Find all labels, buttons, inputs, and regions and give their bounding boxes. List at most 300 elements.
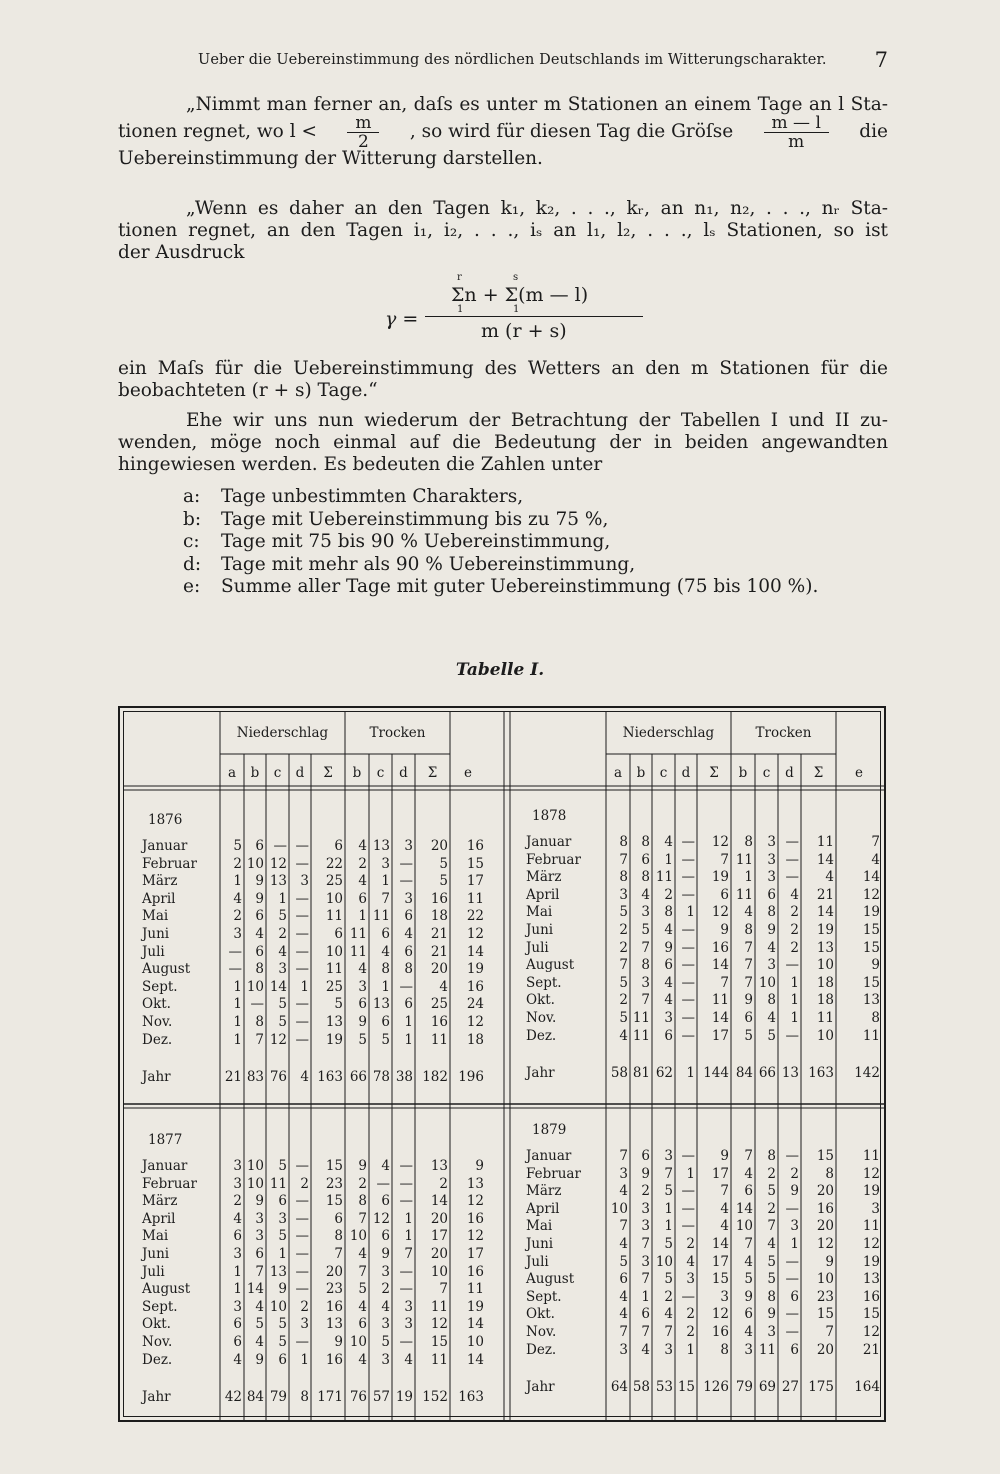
table-cell: 8 [255,1014,264,1030]
para4-line1: Ehe wir uns nun wiederum der Betrachtung der Tabellen I und II zu- [186,410,888,431]
table-cell: 9 [255,1193,264,1210]
table-cell: 11 [862,1218,880,1235]
table-cell: 13 [325,1014,343,1030]
table-cell: — [399,1193,413,1210]
table-cell: 4 [404,926,413,942]
table-cell: 5 [619,904,628,921]
table-cell: 20 [430,1246,448,1262]
table-cell: 20 [430,838,448,854]
month-label: Juli [526,939,549,956]
table-cell: 3 [664,1010,673,1026]
fraction-numerator: m — l [764,114,829,133]
table-cell: 2 [641,1183,650,1200]
table-cell: 4 [664,922,673,938]
group-header-trocken: Trocken [755,725,812,741]
table-cell: 21 [430,926,448,942]
year-total-cell: 38 [395,1069,413,1086]
year-total-cell: 76 [269,1069,287,1086]
table-cell: 3 [767,1324,776,1340]
para3-line2: beobachteten (r + s) Tage.“ [118,380,378,401]
table-cell: 6 [233,1316,242,1333]
month-label: Januar [526,1148,572,1164]
formula-denominator: m (r + s) [481,320,567,342]
table-cell: 7 [334,1246,343,1262]
table-cell: 7 [381,890,390,907]
table-cell: 10 [816,957,834,974]
table-cell: 8 [641,869,650,886]
table-cell: 8 [641,834,650,850]
table-cell: 6 [641,1148,650,1164]
table-cell: 12 [430,1316,448,1333]
table-cell: 22 [325,855,343,872]
table-cell: 4 [619,1027,628,1044]
table-cell: 11 [269,1175,287,1192]
table-cell: 3 [686,1271,695,1288]
year-total-label: Jahr [142,1389,171,1406]
table-cell: 6 [358,890,367,907]
table-cell: 12 [862,886,880,903]
table-cell: 6 [381,1014,390,1030]
table-cell: 11 [430,1351,448,1368]
month-label: April [526,1200,560,1217]
year-total-cell: 126 [703,1379,729,1396]
table-cell: 17 [711,1027,729,1044]
table-cell: 4 [404,1351,413,1368]
month-label: Mai [142,1228,169,1245]
table-cell: 25 [325,873,343,890]
table-cell: 11 [430,1031,448,1048]
table-cell: — [681,851,695,868]
table-cell: 4 [641,886,650,903]
table-cell: 9 [358,1158,367,1174]
sum2-upper-limit: s [513,272,519,283]
year-total-cell: 163 [458,1389,484,1406]
table-1 [118,706,886,1422]
table-cell: 2 [767,1200,776,1217]
year-total-label: Jahr [526,1379,555,1396]
running-header [118,50,888,74]
table-cell: 5 [358,1281,367,1298]
year-total-cell: 53 [655,1379,673,1396]
month-label: August [526,1271,575,1288]
table-cell: 15 [430,1334,448,1350]
table-cell: 3 [381,855,390,872]
table-cell: 17 [711,1165,729,1182]
table-cell: 5 [619,974,628,991]
table-cell: 16 [466,1210,484,1227]
year-total-cell: 76 [349,1389,367,1406]
table-cell: 13 [325,1316,343,1333]
table-cell: 9 [720,1148,729,1164]
month-label: Februar [142,855,197,872]
month-label: April [142,1210,176,1227]
table-cell: 3 [767,834,776,850]
table-cell: 5 [358,1031,367,1048]
table-cell: — [785,1324,799,1340]
table-cell: 19 [466,961,484,978]
table-cell: 5 [439,855,448,872]
table-cell: 8 [404,961,413,978]
table-cell: 15 [711,1271,729,1288]
table-cell: 10 [816,1271,834,1288]
table-cell: 1 [233,996,242,1013]
table-cell: 11 [632,1010,650,1026]
table-cell: 7 [720,851,729,868]
year-total-cell: 42 [224,1389,242,1406]
table-cell: 2 [664,886,673,903]
table-cell: — [295,1193,309,1210]
table-cell: 6 [664,957,673,974]
column-header: b [352,765,362,781]
table-cell: 5 [278,1014,287,1030]
table-cell: 4 [664,1306,673,1323]
table-cell: — [681,1027,695,1044]
table-cell: 10 [246,978,264,995]
table-cell: 16 [466,838,484,854]
month-label: März [142,873,178,890]
table-cell: 4 [381,943,390,960]
table-cell: 10 [610,1200,628,1217]
table-cell: 13 [269,873,287,890]
table-cell: 9 [825,1253,834,1270]
table-cell: 23 [816,1288,834,1305]
table-cell: 16 [862,1288,880,1305]
year-total-cell: 19 [395,1389,413,1406]
year-total-cell: 58 [632,1379,650,1396]
table-cell: 8 [255,961,264,978]
table-cell: 4 [686,1253,695,1270]
table-cell: 7 [871,834,880,850]
column-header: c [659,765,668,781]
year-total-cell: 64 [610,1379,628,1396]
table-cell: 15 [466,855,484,872]
table-cell: 10 [325,943,343,960]
table-cell: 1 [278,1246,287,1262]
table-cell: 1 [790,992,799,1009]
legend-list [183,486,818,599]
group-header-niederschlag: Niederschlag [622,725,715,741]
legend-item [183,486,818,509]
table-cell: 4 [381,1298,390,1315]
table-cell: 8 [720,1341,729,1358]
table-cell: 4 [664,834,673,850]
table-cell: 15 [816,1306,834,1323]
year-total-cell: 182 [422,1069,448,1086]
table-cell: 7 [720,1183,729,1200]
table-cell: 5 [664,1236,673,1252]
table-cell: 13 [466,1175,484,1192]
table-cell: 11 [735,886,753,903]
table-cell: 6 [334,1210,343,1227]
table-cell: 1 [641,1288,650,1305]
table-cell: — [399,1263,413,1280]
month-label: Juni [526,922,554,938]
para2-line3: der Ausdruck [118,242,245,263]
table-cell: 11 [466,1281,484,1298]
table-cell: 3 [233,926,242,942]
table-cell: 4 [358,961,367,978]
table-cell: 8 [871,1010,880,1026]
table-cell: 6 [744,1010,753,1026]
table-cell: 1 [358,908,367,925]
table-cell: 7 [439,1281,448,1298]
table-cell: 3 [619,1341,628,1358]
table-cell: 3 [404,838,413,854]
table-cell: 4 [255,926,264,942]
table-cell: — [681,957,695,974]
month-label: März [142,1193,178,1210]
table-cell: 14 [711,957,729,974]
legend-item [183,509,818,532]
table-cell: 13 [372,996,390,1013]
table-cell: 15 [862,922,880,938]
year-total-cell: 1 [686,1065,695,1082]
table-cell: 4 [720,1218,729,1235]
table-cell: 4 [744,1165,753,1182]
table-cell: 8 [825,1165,834,1182]
table-cell: 13 [816,939,834,956]
table-cell: 7 [641,992,650,1009]
table-cell: 16 [325,1298,343,1315]
table-cell: 6 [255,908,264,925]
table-cell: 6 [404,996,413,1013]
table-cell: 16 [430,1014,448,1030]
table-cell: 5 [767,1183,776,1200]
table-cell: 17 [466,1246,484,1262]
table-cell: 12 [862,1236,880,1252]
table-cell: 9 [278,1281,287,1298]
table-cell: 4 [767,939,776,956]
legend-text: Tage mit 75 bis 90 % Uebereinstimmung, [221,531,611,552]
year-total-label: Jahr [526,1065,555,1082]
month-label: Juli [142,1263,165,1280]
table-cell: 19 [466,1298,484,1315]
table-cell: 11 [466,890,484,907]
table-cell: 3 [619,1165,628,1182]
table-cell: 7 [619,1218,628,1235]
table-cell: 19 [862,1183,880,1200]
para1-text-c: die [859,121,888,142]
table-cell: 9 [744,1288,753,1305]
table-cell: 10 [269,1298,287,1315]
column-header: c [762,765,771,781]
table-cell: 5 [278,908,287,925]
sum1-lower-limit: 1 [457,304,464,315]
table-cell: — [681,1010,695,1026]
table-cell: 11 [735,851,753,868]
month-label: März [526,869,562,886]
month-label: Januar [526,834,572,850]
column-header: a [227,765,237,781]
table-cell: 3 [233,1298,242,1315]
year-total-cell: 66 [758,1065,776,1082]
table-cell: — [295,1210,309,1227]
table-cell: 6 [381,1193,390,1210]
table-cell: 8 [664,904,673,921]
table-cell: 12 [269,855,287,872]
month-label: Okt. [526,992,555,1009]
month-label: August [526,957,575,974]
table-cell: 2 [233,855,242,872]
legend-text: Summe aller Tage mit guter Uebereinstimmung (75 bis 100 %). [221,576,819,597]
table-cell: — [295,890,309,907]
month-label: Dez. [142,1031,173,1048]
table-cell: — [228,961,242,978]
table-cell: 3 [300,1316,309,1333]
table-cell: 8 [744,834,753,850]
table-cell: 12 [372,1210,390,1227]
table-cell: 16 [466,1263,484,1280]
table-cell: 6 [334,926,343,942]
table-cell: 20 [430,961,448,978]
table-cell: 6 [767,886,776,903]
table-cell: — [785,851,799,868]
table-cell: 3 [255,1210,264,1227]
table-cell: 16 [325,1351,343,1368]
table-cell: 8 [641,957,650,974]
table-cell: 3 [233,1175,242,1192]
table-cell: 14 [466,1316,484,1333]
table-cell: 15 [862,1306,880,1323]
table-cell: 8 [381,961,390,978]
table-cell: 20 [816,1341,834,1358]
legend-text: Tage mit Uebereinstimmung bis zu 75 %, [221,508,609,530]
table-cell: 1 [686,1165,695,1182]
column-header: b [738,765,748,781]
table-cell: — [228,943,242,960]
table-cell: — [399,1175,413,1192]
fraction-m-over-2 [347,114,379,151]
table-cell: 15 [325,1158,343,1174]
table-cell: 21 [862,1341,880,1358]
year-label: 1876 [148,812,183,828]
table-cell: 4 [233,1210,242,1227]
para1-line2 [118,112,888,152]
paragraph-2 [118,198,888,264]
month-label: Juni [142,1246,170,1262]
year-total-cell: 152 [422,1389,448,1406]
table-cell: — [681,869,695,886]
table-cell: 12 [862,1165,880,1182]
para3-line1: ein Maſs für die Uebereinstimmung des Wetters an den m Stationen für die [118,358,888,379]
year-total-cell: 62 [655,1065,673,1082]
table-cell: 11 [325,961,343,978]
year-label: 1877 [148,1132,183,1148]
table-cell: 2 [664,1288,673,1305]
table-cell: 7 [744,939,753,956]
table-cell: 3 [278,961,287,978]
table-cell: 7 [619,1148,628,1164]
table-cell: 1 [790,1010,799,1026]
table-cell: — [295,996,309,1013]
year-total-cell: 84 [246,1389,264,1406]
legend-label: c: [183,531,200,552]
table-cell: 7 [255,1031,264,1048]
table-cell: 12 [711,1306,729,1323]
table-cell: 8 [619,834,628,850]
table-cell: 3 [233,1246,242,1262]
table-cell: 1 [233,1281,242,1298]
table-cell: 4 [825,869,834,886]
table-cell: 9 [255,873,264,890]
table-cell: 4 [871,851,880,868]
table-cell: — [785,957,799,974]
month-label: Juni [142,926,170,942]
table-cell: 3 [404,1298,413,1315]
month-label: Nov. [142,1014,173,1030]
table-cell: 13 [372,838,390,854]
table-cell: — [785,1253,799,1270]
table-cell: 5 [744,1271,753,1288]
table-cell: 11 [430,1298,448,1315]
table-cell: — [681,922,695,938]
table-cell: 5 [641,922,650,938]
table-cell: 10 [246,1175,264,1192]
column-header: e [464,765,472,781]
month-label: Sept. [142,1298,178,1315]
formula-numerator: Σn + Σ(m — l) [451,284,589,306]
table-cell: 3 [664,1341,673,1358]
month-label: Sept. [142,978,178,995]
table-cell: 2 [358,855,367,872]
year-total-cell: 81 [632,1065,650,1082]
table-cell: — [295,943,309,960]
table-cell: 6 [744,1306,753,1323]
year-label: 1879 [532,1122,567,1138]
table-cell: 2 [619,939,628,956]
year-total-cell: 69 [758,1379,776,1396]
table-cell: 4 [619,1288,628,1305]
year-total-cell: 79 [735,1379,753,1396]
table-cell: 2 [381,1281,390,1298]
table-cell: 4 [744,1253,753,1270]
table-cell: 2 [278,926,287,942]
month-label: Januar [142,1158,188,1174]
table-cell: — [785,1306,799,1323]
legend-label: d: [183,553,202,575]
table-cell: 3 [404,1316,413,1333]
table-cell: 16 [816,1200,834,1217]
table-cell: 8 [358,1193,367,1210]
paragraph-1 [118,94,888,170]
month-label: Dez. [142,1351,173,1368]
table-cell: 8 [334,1228,343,1245]
table-cell: 14 [466,943,484,960]
table-cell: 1 [233,1014,242,1030]
table-cell: 19 [816,922,834,938]
table-cell: 3 [871,1200,880,1217]
table-cell: 5 [278,1228,287,1245]
table-cell: 18 [466,1031,484,1048]
table-cell: — [785,1200,799,1217]
table-cell: 2 [686,1324,695,1340]
table-cell: 19 [325,1031,343,1048]
month-label: Juli [526,1253,549,1270]
table-cell: 19 [862,1253,880,1270]
para4-line3: hingewiesen werden. Es bedeuten die Zahlen unter [118,454,603,475]
table-cell: 3 [278,1210,287,1227]
table-cell: — [295,1228,309,1245]
formula-gamma-symbol: γ = [385,308,419,330]
table-cell: 8 [619,869,628,886]
table-cell: 6 [233,1334,242,1350]
year-total-cell: 13 [781,1065,799,1082]
year-total-cell: 175 [808,1379,834,1396]
table-cell: 1 [233,1263,242,1280]
table-cell: 9 [641,1165,650,1182]
table-cell: 6 [358,1316,367,1333]
table-cell: 3 [641,1218,650,1235]
